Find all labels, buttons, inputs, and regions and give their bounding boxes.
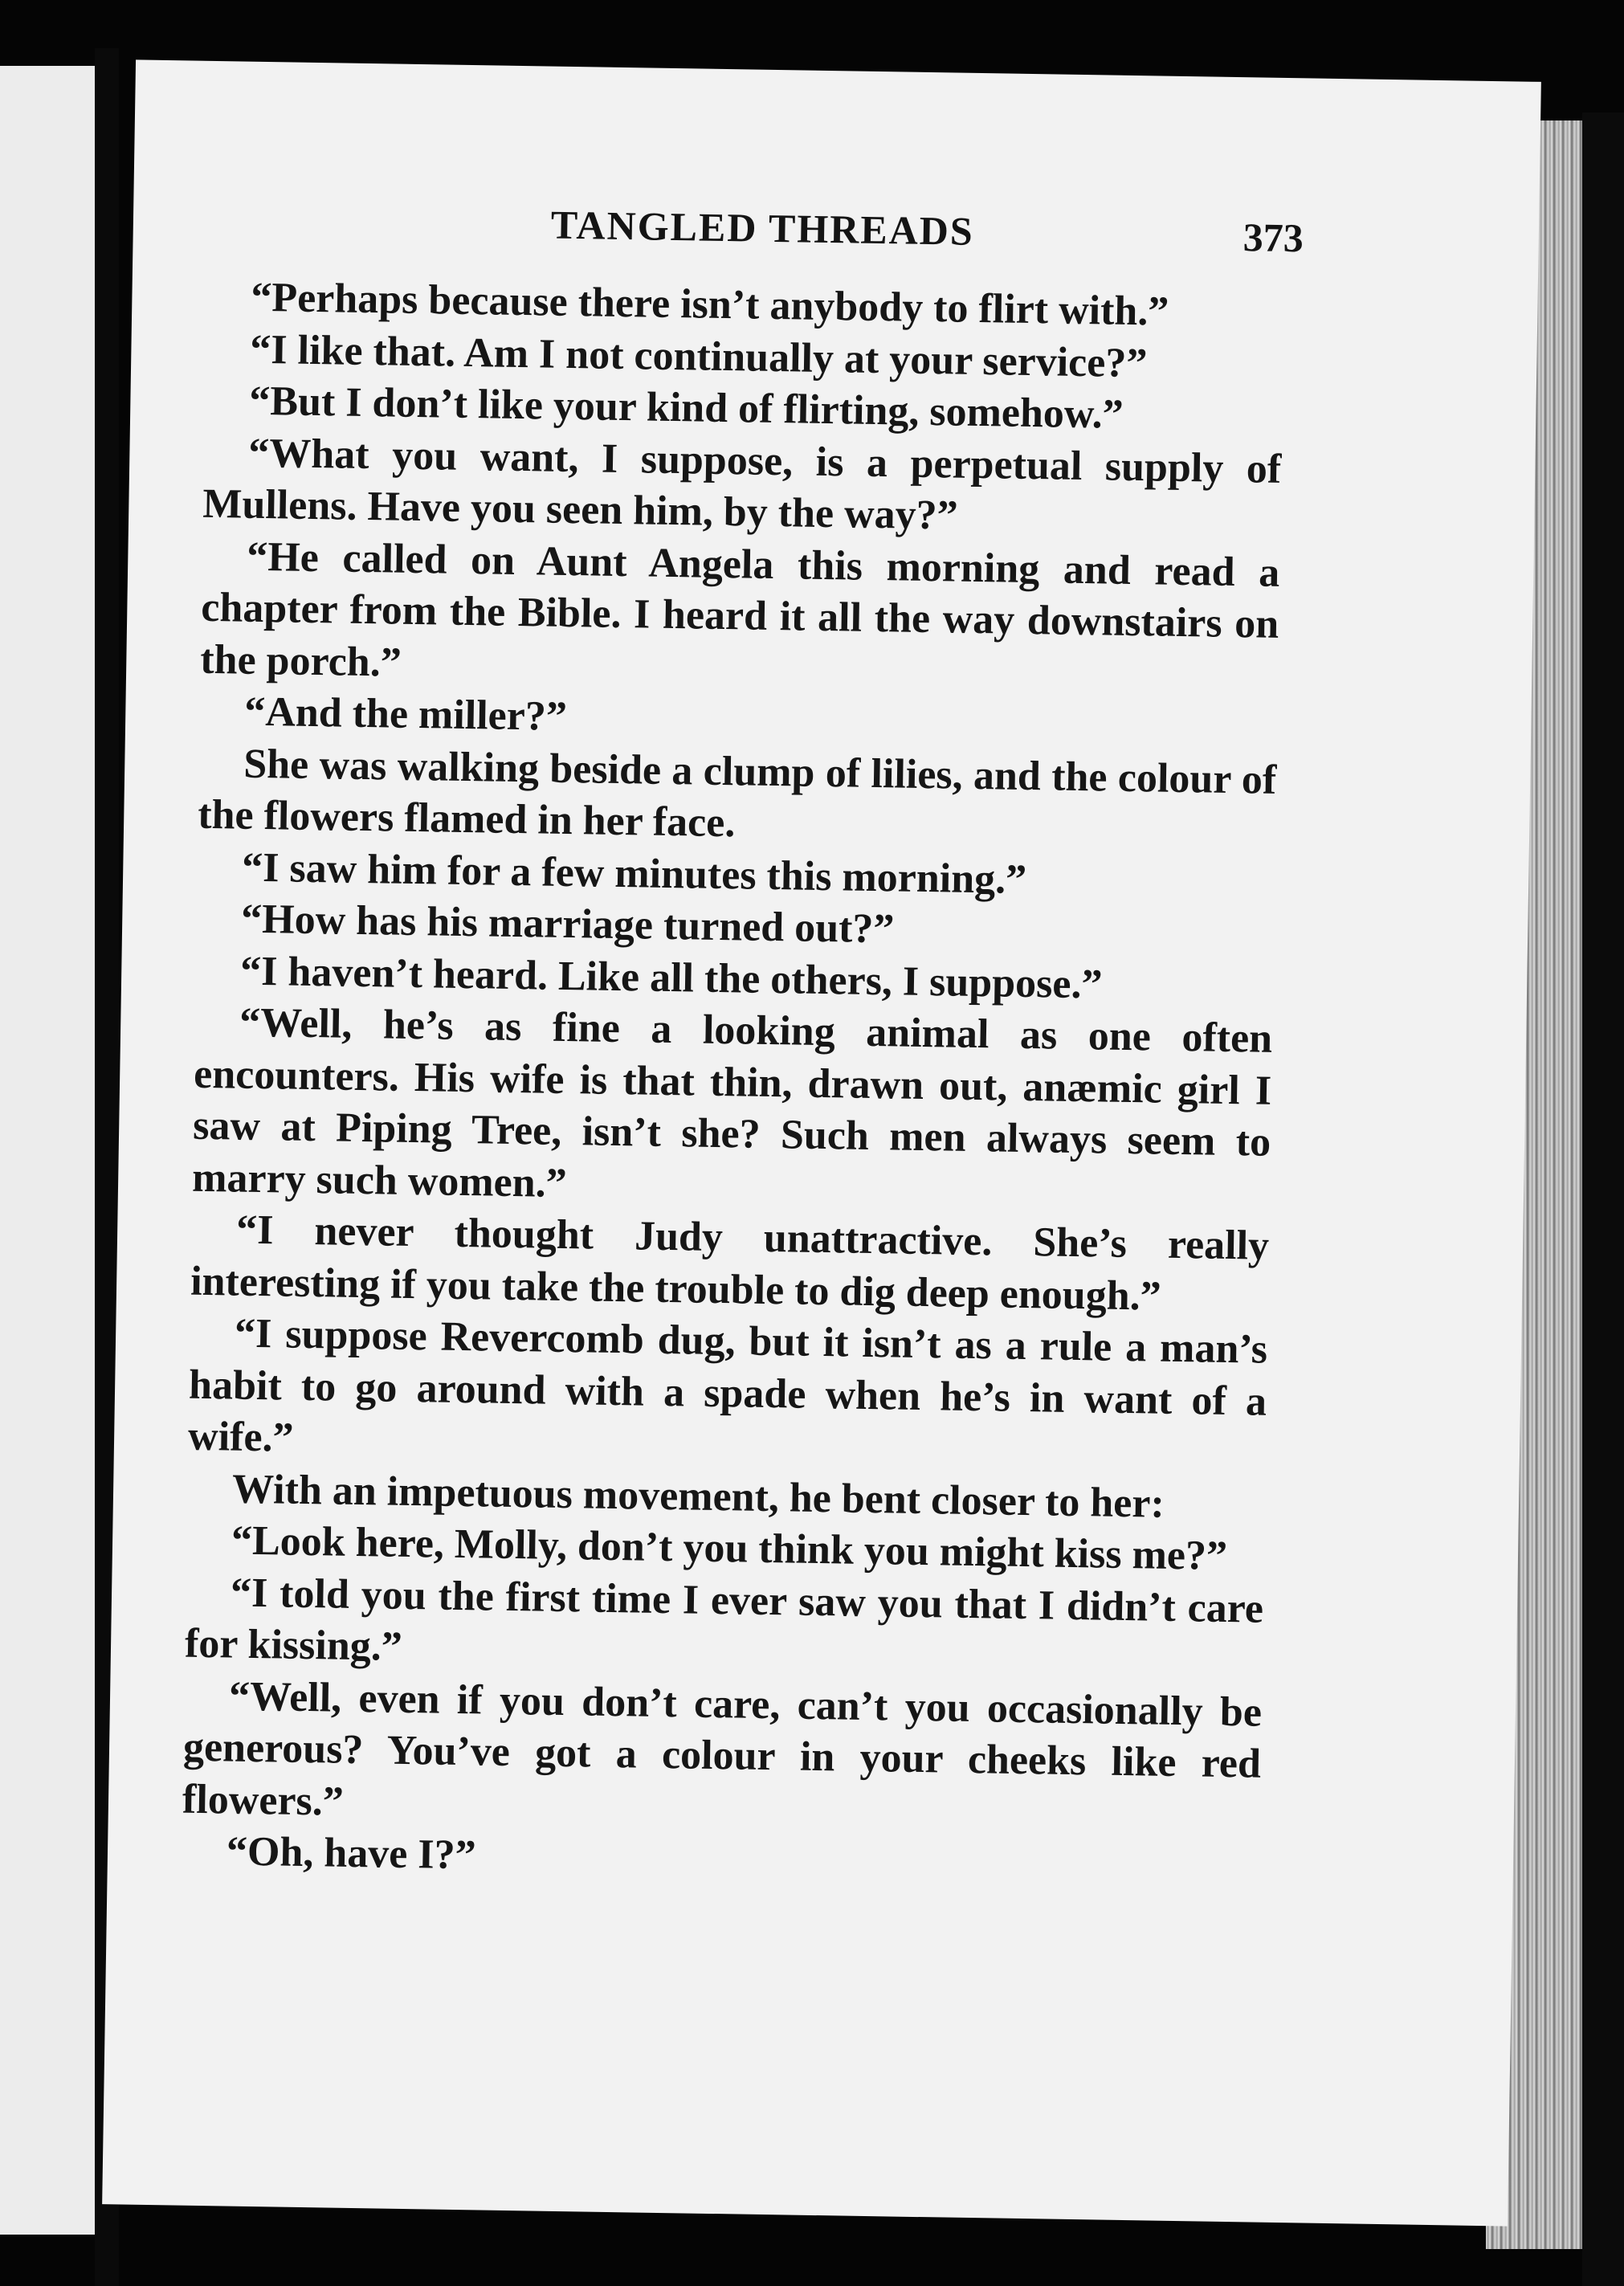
- paragraph: “I told you the first time I ever saw you that I didn’t care for kissing.”: [184, 1570, 1264, 1670]
- paragraph: “Oh, have I?”: [226, 1828, 477, 1879]
- paragraph: She was walking beside a clump of lilies, and the colour of the flowers flamed in her face.: [197, 741, 1277, 847]
- paragraph: “I saw him for a few minutes this morning.”: [241, 844, 1027, 903]
- paragraph: “He called on Aunt Angela this morning and read a chapter from the Bible. I heard it all the way downstairs on the porch.”: [199, 533, 1280, 686]
- paragraph: “I suppose Revercomb dug, but it isn’t as a rule a man’s habit to go around with a spade when he’s in want of a wife.”: [187, 1310, 1268, 1461]
- paragraph: “I never thought Judy unattractive. She’s really interesting if you take the trouble to dig deep enough.”: [190, 1206, 1270, 1320]
- page-number: 373: [1242, 214, 1304, 261]
- paragraph: “How has his marriage turned out?”: [240, 896, 895, 953]
- right-shadow: [1582, 112, 1624, 2286]
- paragraph: “And the miller?”: [243, 688, 568, 740]
- paragraph: “I haven’t heard. Like all the others, I suppose.”: [239, 948, 1103, 1007]
- paragraph: “Perhaps because there isn’t anybody to flirt with.”: [251, 274, 1169, 335]
- paragraph: “I like that. Am I not continually at your service?”: [249, 326, 1148, 386]
- paragraph: “Well, he’s as fine a looking animal as one often encounters. His wife is that thin, drawn out, anæmic girl I saw at Piping Tree, isn’t she? Such men always seem to marry such women.”: [191, 999, 1273, 1206]
- book-page: [102, 59, 1541, 2226]
- paragraph: With an impetuous movement, he bent closer to her:: [231, 1466, 1165, 1527]
- running-title: TANGLED THREADS: [550, 202, 975, 254]
- paragraph: “Well, even if you don’t care, can’t you occasionally be generous? You’ve got a colour in your cheeks like red flowers.”: [182, 1672, 1263, 1825]
- paragraph: “Look here, Molly, don’t you think you might kiss me?”: [231, 1517, 1228, 1579]
- paragraph: “What you want, I suppose, is a perpetual supply of Mullens. Have you seen him, by the way?”: [202, 430, 1282, 539]
- left-page-edge: [0, 66, 95, 2235]
- running-head: [133, 194, 1539, 272]
- body-text: [182, 271, 1284, 1894]
- paragraph: “But I don’t like your kind of flirting, somehow.”: [248, 378, 1124, 438]
